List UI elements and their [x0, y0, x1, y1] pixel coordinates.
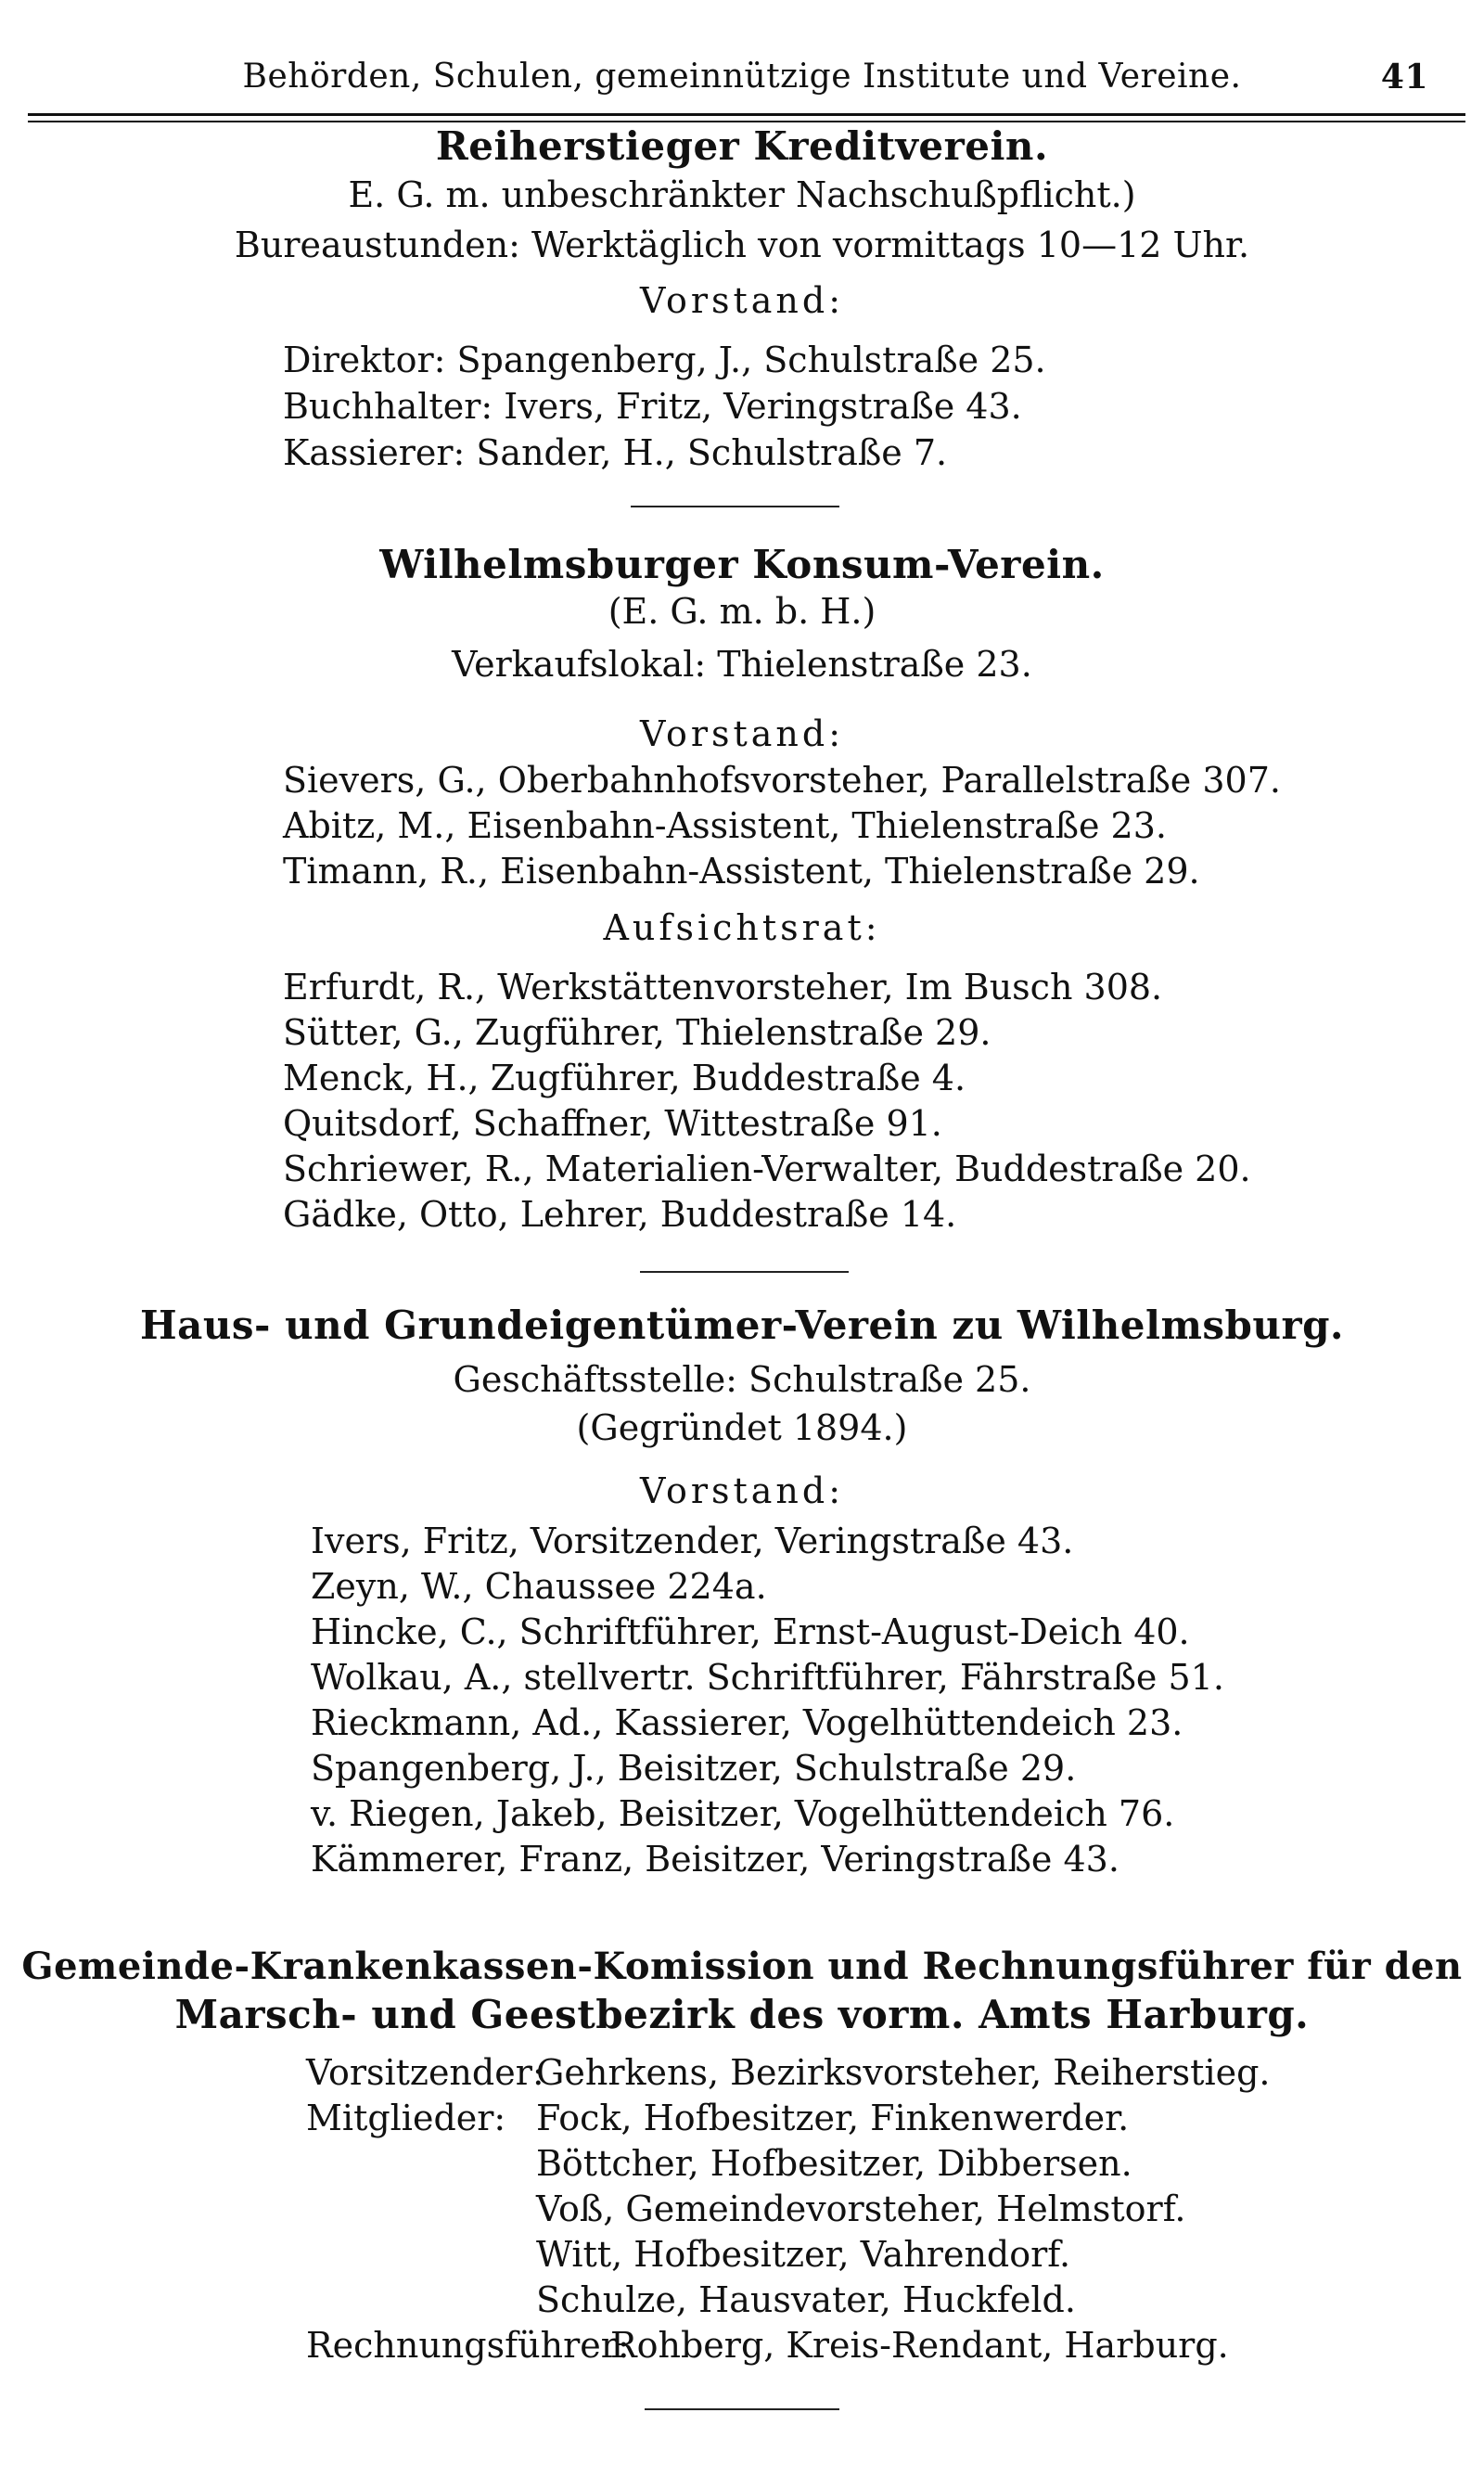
konsumverein-council-entry: Quitsdorf, Schaffner, Wittestraße 91.: [283, 1103, 942, 1144]
konsumverein-board-entry: Sievers, G., Oberbahnhofsvorsteher, Parallelstraße 307.: [283, 760, 1281, 801]
grundeigentuemer-founded: (Gegründet 1894.): [576, 1407, 908, 1448]
section-title-grundeigentuemer: Haus- und Grundeigentümer-Verein zu Wilhelmsburg.: [139, 1303, 1345, 1348]
running-head: [37, 58, 1447, 104]
konsumverein-council-entry: Erfurdt, R., Werkstättenvorsteher, Im Busch 308.: [283, 967, 1163, 1007]
krankenkasse-member: Schulze, Hausvater, Huckfeld.: [536, 2279, 1076, 2320]
konsumverein-legal-form: (E. G. m. b. H.): [608, 591, 876, 632]
section-title-krankenkasse-line1: Gemeinde-Krankenkassen-Komission und Rechnungsführer für den: [21, 1944, 1463, 1988]
konsumverein-board-entry: Abitz, M., Eisenbahn-Assistent, Thielenstraße 23.: [283, 805, 1167, 846]
grundeigentuemer-office: Geschäftsstelle: Schulstraße 25.: [453, 1359, 1031, 1400]
kreditverein-board-entry: Direktor: Spangenberg, J., Schulstraße 25.: [283, 340, 1046, 380]
konsumverein-board-entry: Timann, R., Eisenbahn-Assistent, Thielenstraße 29.: [283, 851, 1200, 892]
krankenkasse-member: Witt, Hofbesitzer, Vahrendorf.: [536, 2234, 1071, 2275]
krankenkasse-members-label: Mitglieder:: [306, 2098, 506, 2138]
section-title-konsumverein: Wilhelmsburger Konsum-Verein.: [379, 542, 1105, 587]
konsumverein-store: Verkaufslokal: Thielenstraße 23.: [452, 644, 1032, 685]
page-number: 41: [1380, 58, 1428, 96]
header-rule: [28, 113, 1465, 116]
running-title: Behörden, Schulen, gemeinnützige Institute und Vereine.: [242, 58, 1242, 96]
kreditverein-board-entry: Kassierer: Sander, H., Schulstraße 7.: [283, 432, 948, 473]
section-title-krankenkasse-line2: Marsch- und Geestbezirk des vorm. Amts Harburg.: [174, 1992, 1310, 2037]
header-rule-thin: [28, 121, 1465, 122]
section-separator: [645, 2408, 839, 2410]
krankenkasse-chair-label: Vorsitzender:: [306, 2052, 544, 2093]
krankenkasse-member: Fock, Hofbesitzer, Finkenwerder.: [536, 2098, 1130, 2138]
krankenkasse-chair: Gehrkens, Bezirksvorsteher, Reiherstieg.: [536, 2052, 1271, 2093]
grundeigentuemer-board-entry: Wolkau, A., stellvertr. Schriftführer, Fährstraße 51.: [311, 1657, 1224, 1698]
grundeigentuemer-board-entry: Hincke, C., Schriftführer, Ernst-August-Deich 40.: [311, 1611, 1190, 1652]
kreditverein-legal-form: E. G. m. unbeschränkter Nachschußpflicht.): [348, 174, 1136, 215]
krankenkasse-member: Voß, Gemeindevorsteher, Helmstorf.: [536, 2188, 1186, 2229]
grundeigentuemer-board-entry: Ivers, Fritz, Vorsitzender, Veringstraße 43.: [311, 1521, 1074, 1561]
krankenkasse-treasurer: Rohberg, Kreis-Rendant, Harburg.: [610, 2325, 1229, 2366]
grundeigentuemer-board-entry: Spangenberg, J., Beisitzer, Schulstraße 29.: [311, 1748, 1077, 1789]
kreditverein-hours: Bureaustunden: Werktäglich von vormittags 10—12 Uhr.: [234, 225, 1250, 265]
konsumverein-council-heading: Aufsichtsrat:: [603, 907, 881, 948]
grundeigentuemer-board-entry: Zeyn, W., Chaussee 224a.: [311, 1566, 767, 1607]
krankenkasse-member: Böttcher, Hofbesitzer, Dibbersen.: [536, 2143, 1132, 2184]
konsumverein-council-entry: Schriewer, R., Materialien-Verwalter, Buddestraße 20.: [283, 1149, 1251, 1189]
kreditverein-board-entry: Buchhalter: Ivers, Fritz, Veringstraße 43.: [283, 386, 1022, 427]
konsumverein-council-entry: Gädke, Otto, Lehrer, Buddestraße 14.: [283, 1194, 957, 1235]
section-separator: [640, 1271, 849, 1273]
section-title-kreditverein: Reiherstieger Kreditverein.: [435, 123, 1049, 169]
kreditverein-board-heading: Vorstand:: [639, 280, 845, 321]
grundeigentuemer-board-entry: Rieckmann, Ad., Kassierer, Vogelhüttendeich 23.: [311, 1702, 1183, 1743]
konsumverein-board-heading: Vorstand:: [639, 713, 845, 754]
konsumverein-council-entry: Sütter, G., Zugführer, Thielenstraße 29.: [283, 1012, 991, 1053]
konsumverein-council-entry: Menck, H., Zugführer, Buddestraße 4.: [283, 1058, 966, 1098]
krankenkasse-treasurer-label: Rechnungsführer:: [306, 2325, 630, 2366]
grundeigentuemer-board-heading: Vorstand:: [639, 1470, 845, 1511]
section-separator: [631, 506, 839, 507]
grundeigentuemer-board-entry: Kämmerer, Franz, Beisitzer, Veringstraße 43.: [311, 1839, 1119, 1880]
grundeigentuemer-board-entry: v. Riegen, Jakeb, Beisitzer, Vogelhüttendeich 76.: [311, 1793, 1175, 1834]
